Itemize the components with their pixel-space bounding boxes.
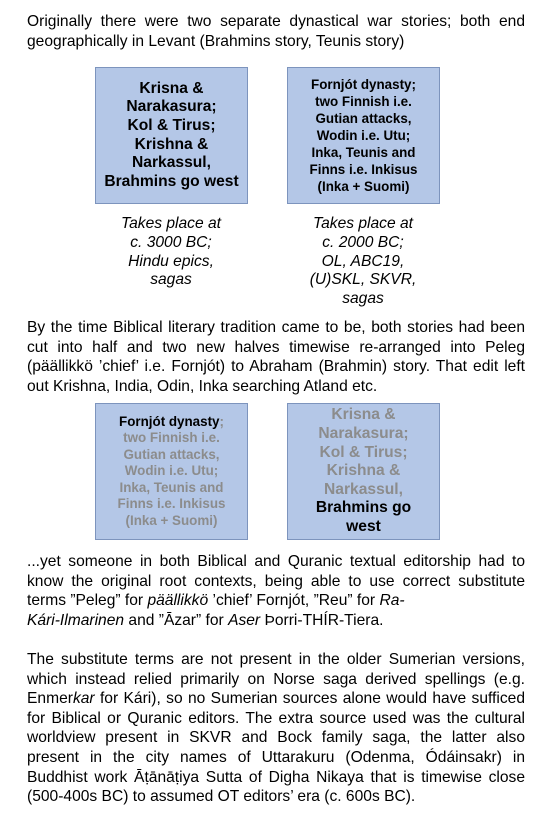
fornjot-dynasty-box-edited [95, 403, 248, 540]
box-line: Brahmins go [315, 499, 412, 517]
box-line-grey: (Inka + Suomi) [125, 512, 218, 528]
box-line-grey: Inka, Teunis and [119, 479, 224, 495]
box-line: Narkassul, [132, 154, 211, 172]
box-line: Brahmins go west [104, 172, 239, 190]
sources-paragraph [27, 650, 525, 807]
caption-line: sagas [150, 271, 192, 289]
caption-line: c. 2000 BC; [322, 233, 404, 251]
box-line: Finns i.e. Inkisus [309, 162, 418, 177]
italic-term: Ra- [379, 592, 405, 610]
box-line-grey: Krisna & [331, 406, 396, 424]
krisna-caption [86, 215, 256, 290]
box-grey-text: ; [219, 414, 224, 430]
text-run: for Kári), so no Sumerian sources alone would have sufficed for Biblical or Quranic editors. The extra source used was the cultural worldview present in SKVR and Bock family saga, the latter also present in the city names of Uttarakuru (Odenma, Ódáinsakr) in Buddhist work Āṭānāṭiya Sutta of Digha Nikaya that is timewise close (500-400s BC) to assumed OT editors’ era (c. 600s BC). [27, 690, 525, 806]
box-line: Krishna & [134, 135, 209, 153]
intro-paragraph: Originally there were two separate dynastical war stories; both end geographically in Levant (Brahmins story, Teunis story) [27, 13, 525, 50]
text-run: and ”Āzar” for [124, 611, 229, 629]
caption-line: OL, ABC19, [321, 252, 405, 270]
italic-term: kar [72, 690, 95, 708]
box-line: west [346, 517, 381, 535]
italic-term: päällikkö [147, 592, 209, 610]
text-run: Þorri-THÍR-Tiera. [260, 611, 384, 629]
box-line: (Inka + Suomi) [317, 179, 410, 194]
caption-line: Hindu epics, [128, 252, 214, 270]
box-line-grey: Narkassul, [324, 480, 403, 498]
box-line-grey: Narakasura; [318, 425, 409, 443]
text-run: ’chief’ Fornjót, ”Reu” for [208, 592, 380, 610]
fornjot-caption [278, 215, 448, 309]
box-line-grey: Kol & Tirus; [319, 443, 408, 461]
text-run: ...yet someone in both Biblical and Quranic textual editorship had to know the original root contexts, being able to use correct substitute terms ”Peleg” for [27, 553, 525, 610]
caption-line: Takes place at [313, 215, 413, 232]
krisna-story-box-edited [287, 403, 440, 540]
krisna-story-box [95, 67, 248, 204]
box-line: two Finnish i.e. [315, 94, 412, 109]
box-line-grey: Wodin i.e. Utu; [124, 463, 219, 479]
box-line [118, 414, 226, 430]
italic-term: Aser [228, 611, 261, 629]
box-line-grey: two Finnish i.e. [123, 430, 220, 446]
italic-term: Kári-Ilmarinen [27, 611, 125, 629]
box-line: Krisna & [139, 79, 204, 97]
caption-line: (U)SKL, SKVR, [309, 271, 417, 289]
box-line: Wodin i.e. Utu; [316, 128, 411, 143]
box-line: Inka, Teunis and [311, 145, 416, 160]
caption-line: Takes place at [121, 215, 221, 232]
box-line: Narakasura; [126, 98, 217, 116]
box-line: Fornjót dynasty; [311, 77, 416, 92]
box-line: Kol & Tirus; [127, 116, 216, 134]
box-line-grey: Finns i.e. Inkisus [117, 496, 226, 512]
box-line: Gutian attacks, [315, 111, 412, 126]
text-run: The substitute terms are not present in the older Sumerian versions, which instead relied primarily on Norse saga derived spellings (e.g. Enmer [27, 651, 525, 708]
fornjot-dynasty-box [287, 67, 440, 204]
caption-line: sagas [342, 290, 384, 308]
biblical-edit-paragraph: By the time Biblical literary tradition came to be, both stories had been cut into half and two new halves timewise re-arranged into Peleg (päällikkö ’chief’ i.e. Fornjót) to Abraham (Brahmin) story. That edit left out Krishna, India, Odin, Inka searching Atland etc. [27, 319, 525, 395]
box-line-grey: Krishna & [326, 462, 401, 480]
editorship-paragraph [27, 552, 525, 630]
caption-line: c. 3000 BC; [130, 233, 212, 251]
box-line-grey: Gutian attacks, [123, 446, 220, 462]
box-dark-text: Fornjót dynasty [119, 414, 220, 430]
